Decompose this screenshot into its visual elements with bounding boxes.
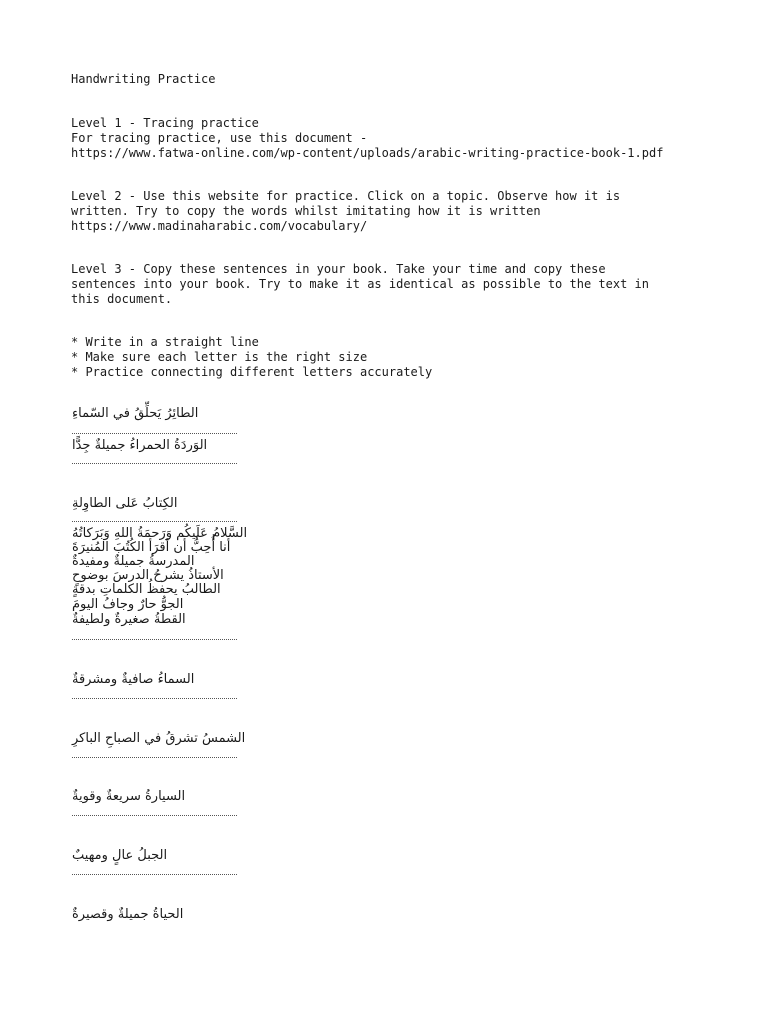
level2-text-line2: written. Try to copy the words whilst imitating how it is written	[71, 204, 541, 218]
arabic-sentence: الشمسُ تشرقُ في الصباحِ الباكرِ	[72, 731, 246, 746]
arabic-sentence: أنا أُحِبُّ أن أقرَأ الكُتُبَ المُنيرَةَ	[72, 540, 231, 555]
arabic-sentence: الأستاذُ يشرحُ الدرسَ بوضوحٍ	[72, 568, 224, 583]
arabic-sentence: القطةُ صغيرةٌ ولطيفةٌ	[72, 612, 186, 627]
arabic-sentence: السماءُ صافيةٌ ومشرقةٌ	[72, 672, 195, 687]
writing-line	[72, 521, 237, 522]
writing-line	[72, 433, 237, 434]
level1-text: For tracing practice, use this document -	[71, 131, 368, 145]
writing-line	[72, 815, 237, 816]
level1-heading: Level 1 - Tracing practice	[71, 116, 259, 130]
writing-line	[72, 698, 237, 699]
level3-text-line1: Level 3 - Copy these sentences in your book. Take your time and copy these	[71, 262, 606, 276]
arabic-sentence: الحياةُ جميلةٌ وقصيرةٌ	[72, 907, 184, 922]
level2-text-line1: Level 2 - Use this website for practice. Click on a topic. Observe how it is	[71, 189, 621, 203]
level3-text-line2: sentences into your book. Try to make it as identical as possible to the text in	[71, 277, 649, 291]
writing-line	[72, 757, 237, 758]
arabic-sentence: المدرسةُ جميلةٌ ومفيدةٌ	[72, 554, 195, 569]
arabic-sentence: السَّلامُ عَلَيكُم وَرَحمَةُ اللهِ وَبَرَكاتُهُ	[72, 526, 248, 541]
tip-item: * Write in a straight line	[71, 335, 259, 349]
writing-line	[72, 639, 237, 640]
arabic-sentence: الوَردَةُ الحمراءُ جميلةٌ جِدًّا	[72, 438, 208, 453]
arabic-sentence: السيارةُ سريعةٌ وقويةٌ	[72, 789, 186, 804]
arabic-sentence: الطالبُ يحفظُ الكلماتِ بدقةٍ	[72, 582, 221, 597]
arabic-sentence: الجبلُ عالٍ ومهيبٌ	[72, 848, 168, 863]
level1-link[interactable]: https://www.fatwa-online.com/wp-content/uploads/arabic-writing-practice-book-1.pdf	[71, 146, 664, 160]
level2-link[interactable]: https://www.madinaharabic.com/vocabulary/	[71, 219, 368, 233]
writing-line	[72, 874, 237, 875]
arabic-sentence: الجوُّ حارٌ وجافُ اليومَ	[72, 597, 184, 612]
document-title: Handwriting Practice	[71, 72, 216, 86]
arabic-sentence: الطائِرُ يَحلِّقُ في السّماءِ	[72, 406, 199, 421]
tip-item: * Make sure each letter is the right size	[71, 350, 368, 364]
writing-line	[72, 463, 237, 464]
tip-item: * Practice connecting different letters accurately	[71, 365, 433, 379]
arabic-sentence: الكِتابُ عَلى الطاوِلةِ	[72, 496, 178, 511]
level3-text-line3: this document.	[71, 292, 173, 306]
